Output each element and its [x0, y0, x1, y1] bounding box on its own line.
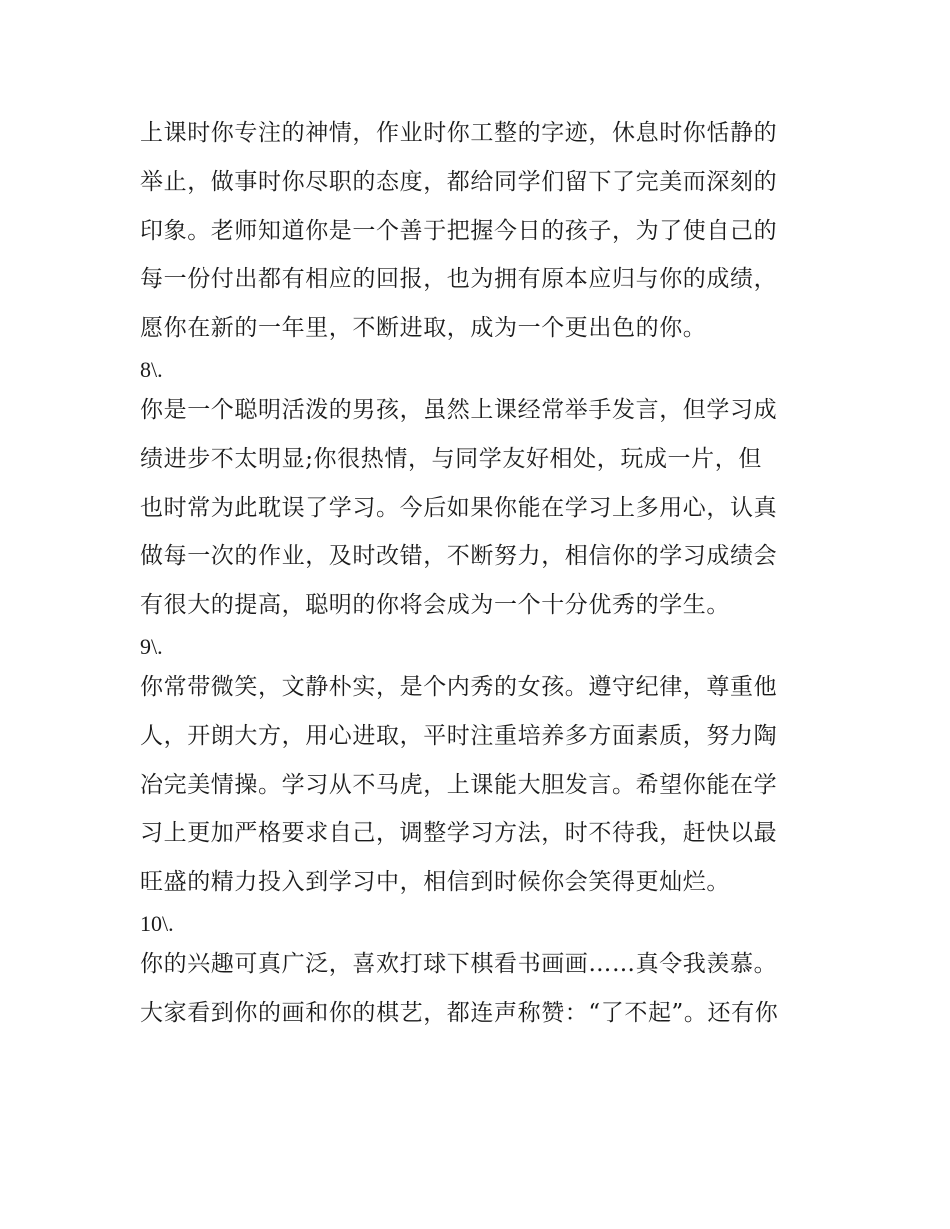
text-line: 绩进步不太明显;你很热情，与同学友好相处，玩成一片，但	[140, 445, 762, 472]
text-line: 愿你在新的一年里，不断进取，成为一个更出色的你。	[140, 315, 707, 342]
text-line: 上课时你专注的神情，作业时你工整的字迹，休息时你恬静的	[140, 120, 778, 146]
text-line: 印象。老师知道你是一个善于把握今日的孩子，为了使自己的	[140, 217, 778, 244]
text-line: 旺盛的精力投入到学习中，相信到时候你会笑得更灿烂。	[140, 869, 730, 896]
text-line: 做每一次的作业，及时改错，不断努力，相信你的学习成绩会	[140, 543, 778, 570]
item-number: 9\.	[140, 633, 163, 659]
item-number: 8\.	[140, 356, 163, 382]
document-body	[140, 109, 820, 1038]
text-line: 大家看到你的画和你的棋艺，都连声称赞：“了不起”。还有你	[140, 999, 779, 1026]
paragraph	[140, 663, 820, 907]
item-number: 10\.	[140, 910, 174, 936]
text-line: 习上更加严格要求自己，调整学习方法，时不待我，赶快以最	[140, 820, 778, 847]
text-line: 也时常为此耽误了学习。今后如果你能在学习上多用心，认真	[140, 494, 778, 521]
text-line: 你常带微笑，文静朴实，是个内秀的女孩。遵守纪律，尊重他	[140, 673, 778, 700]
text-line: 有很大的提高，聪明的你将会成为一个十分优秀的学生。	[140, 592, 730, 619]
text-line: 举止，做事时你尽职的态度，都给同学们留下了完美而深刻的	[140, 168, 778, 195]
paragraph	[140, 940, 820, 1038]
text-line: 你是一个聪明活泼的男孩，虽然上课经常举手发言，但学习成	[140, 396, 778, 423]
text-line: 冶完美情操。学习从不马虎，上课能大胆发言。希望你能在学	[140, 771, 778, 798]
paragraph	[140, 386, 820, 630]
text-line: 你的兴趣可真广泛，喜欢打球下棋看书画画……真令我羡慕。	[140, 950, 778, 977]
paragraph	[140, 109, 820, 353]
text-line: 人，开朗大方，用心进取，平时注重培养多方面素质，努力陶	[140, 722, 778, 749]
text-line: 每一份付出都有相应的回报，也为拥有原本应归与你的成绩，	[140, 266, 778, 293]
